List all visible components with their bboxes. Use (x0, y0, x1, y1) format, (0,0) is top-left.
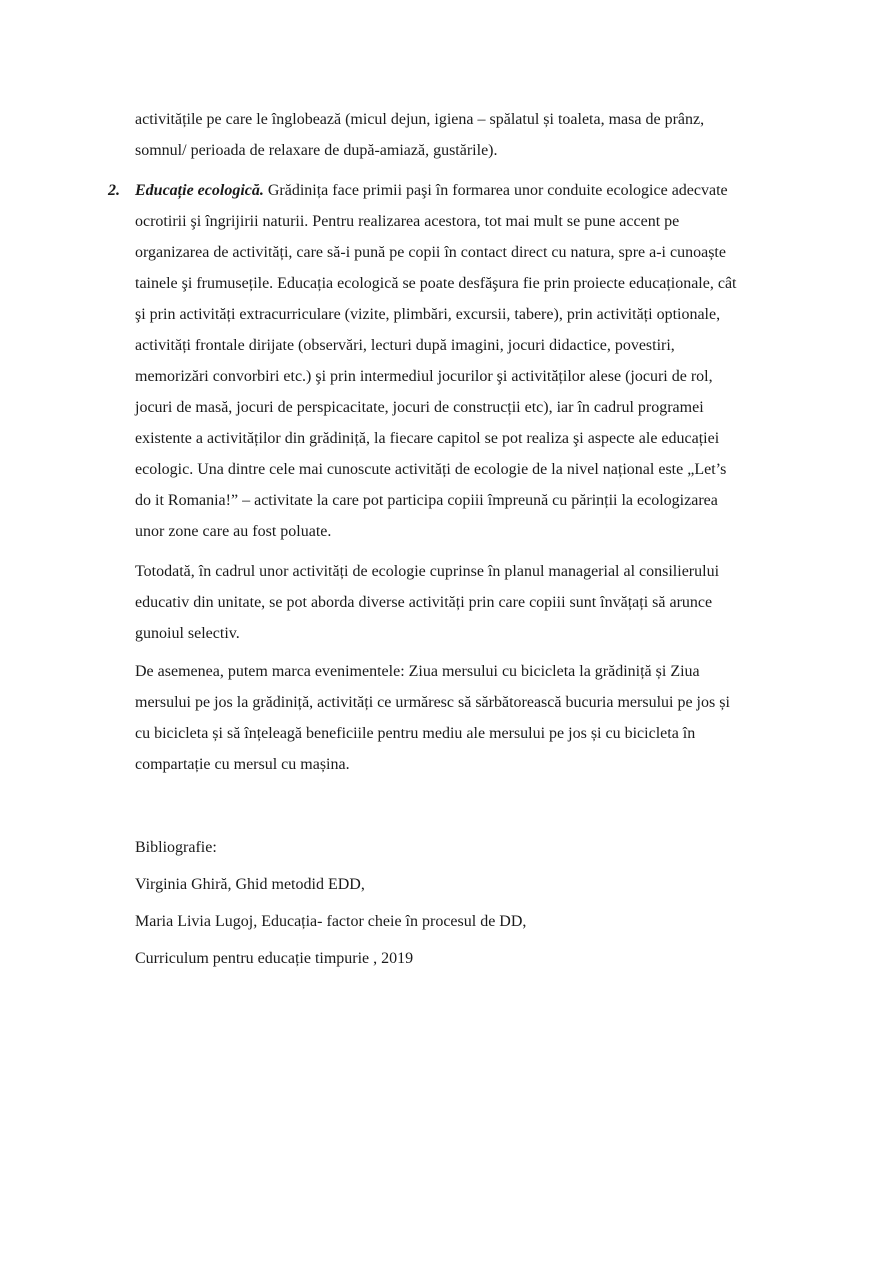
text-line: gunoiul selectiv. (135, 625, 240, 642)
ecological-education-item (135, 175, 820, 547)
text-line (135, 175, 820, 206)
text-line: ocrotirii şi îngrijirii naturii. Pentru realizarea acestora, tot mai mult se pune accent pe (135, 213, 680, 230)
text-line: ecologic. Una dintre cele mai cunoscute activități de ecologie de la nivel național este „Let’s (135, 461, 727, 478)
asemenea-paragraph (135, 656, 820, 780)
text-line: activitățile pe care le înglobează (micul dejun, igiena – spălatul și toaleta, masa de prânz, (135, 111, 705, 128)
text-line: educativ din unitate, se pot aborda diverse activități prin care copiii sunt învățați să arunce (135, 594, 713, 611)
text-line: organizarea de activități, care să-i pună pe copii în contact direct cu natura, spre a-i cunoaște (135, 244, 726, 261)
text-line: cu bicicleta și să înțeleagă beneficiile pentru mediu ale mersului pe jos și cu bicicleta în (135, 725, 696, 742)
intro-continuation-paragraph (135, 104, 820, 166)
totodata-paragraph (135, 556, 820, 649)
text-line: somnul/ perioada de relaxare de după-amiază, gustările). (135, 142, 498, 159)
text-line: jocuri de masă, jocuri de perspicacitate, jocuri de construcții etc), iar în cadrul programei (135, 399, 704, 416)
text-line: tainele şi frumusețile. Educația ecologică se poate desfăşura fie prin proiecte educaționale, cât (135, 275, 737, 292)
bibliography-entry: Curriculum pentru educație timpurie , 2019 (135, 950, 414, 967)
bibliography-title: Bibliografie: (135, 839, 217, 856)
text-line: De asemenea, putem marca evenimentele: Ziua mersului cu bicicleta la grădiniță și Ziua (135, 663, 700, 680)
item-heading: Educație ecologică. (135, 182, 264, 199)
text-line: Totodată, în cadrul unor activități de ecologie cuprinse în planul managerial al consilierului (135, 563, 720, 580)
list-number: 2. (108, 182, 120, 199)
text-line: do it Romania!” – activitate la care pot participa copiii împreună cu părinții la ecologizarea (135, 492, 718, 509)
text-line: şi prin activități extracurriculare (vizite, plimbări, excursii, tabere), prin activități optionale, (135, 306, 721, 323)
text-line: existente a activităților din grădiniță, la fiecare capitol se pot realiza şi aspecte ale educației (135, 430, 720, 447)
text-line: activități frontale dirijate (observări, lecturi după imagini, jocuri didactice, povestiri, (135, 337, 675, 354)
text-run: Grădinița face primii paşi în formarea unor conduite ecologice adecvate (263, 182, 728, 199)
text-line: compartație cu mersul cu mașina. (135, 756, 350, 773)
text-line: memorizări convorbiri etc.) şi prin intermediul jocurilor şi activităților alese (jocuri de rol, (135, 368, 713, 385)
bibliography (135, 829, 820, 977)
bibliography-entry: Virginia Ghiră, Ghid metodid EDD, (135, 876, 365, 893)
bibliography-entry: Maria Livia Lugoj, Educația- factor cheie în procesul de DD, (135, 913, 527, 930)
text-line: unor zone care au fost poluate. (135, 523, 332, 540)
text-line: mersului pe jos la grădiniță, activități ce urmăresc să sărbătorească bucuria mersului pe jos și (135, 694, 730, 711)
